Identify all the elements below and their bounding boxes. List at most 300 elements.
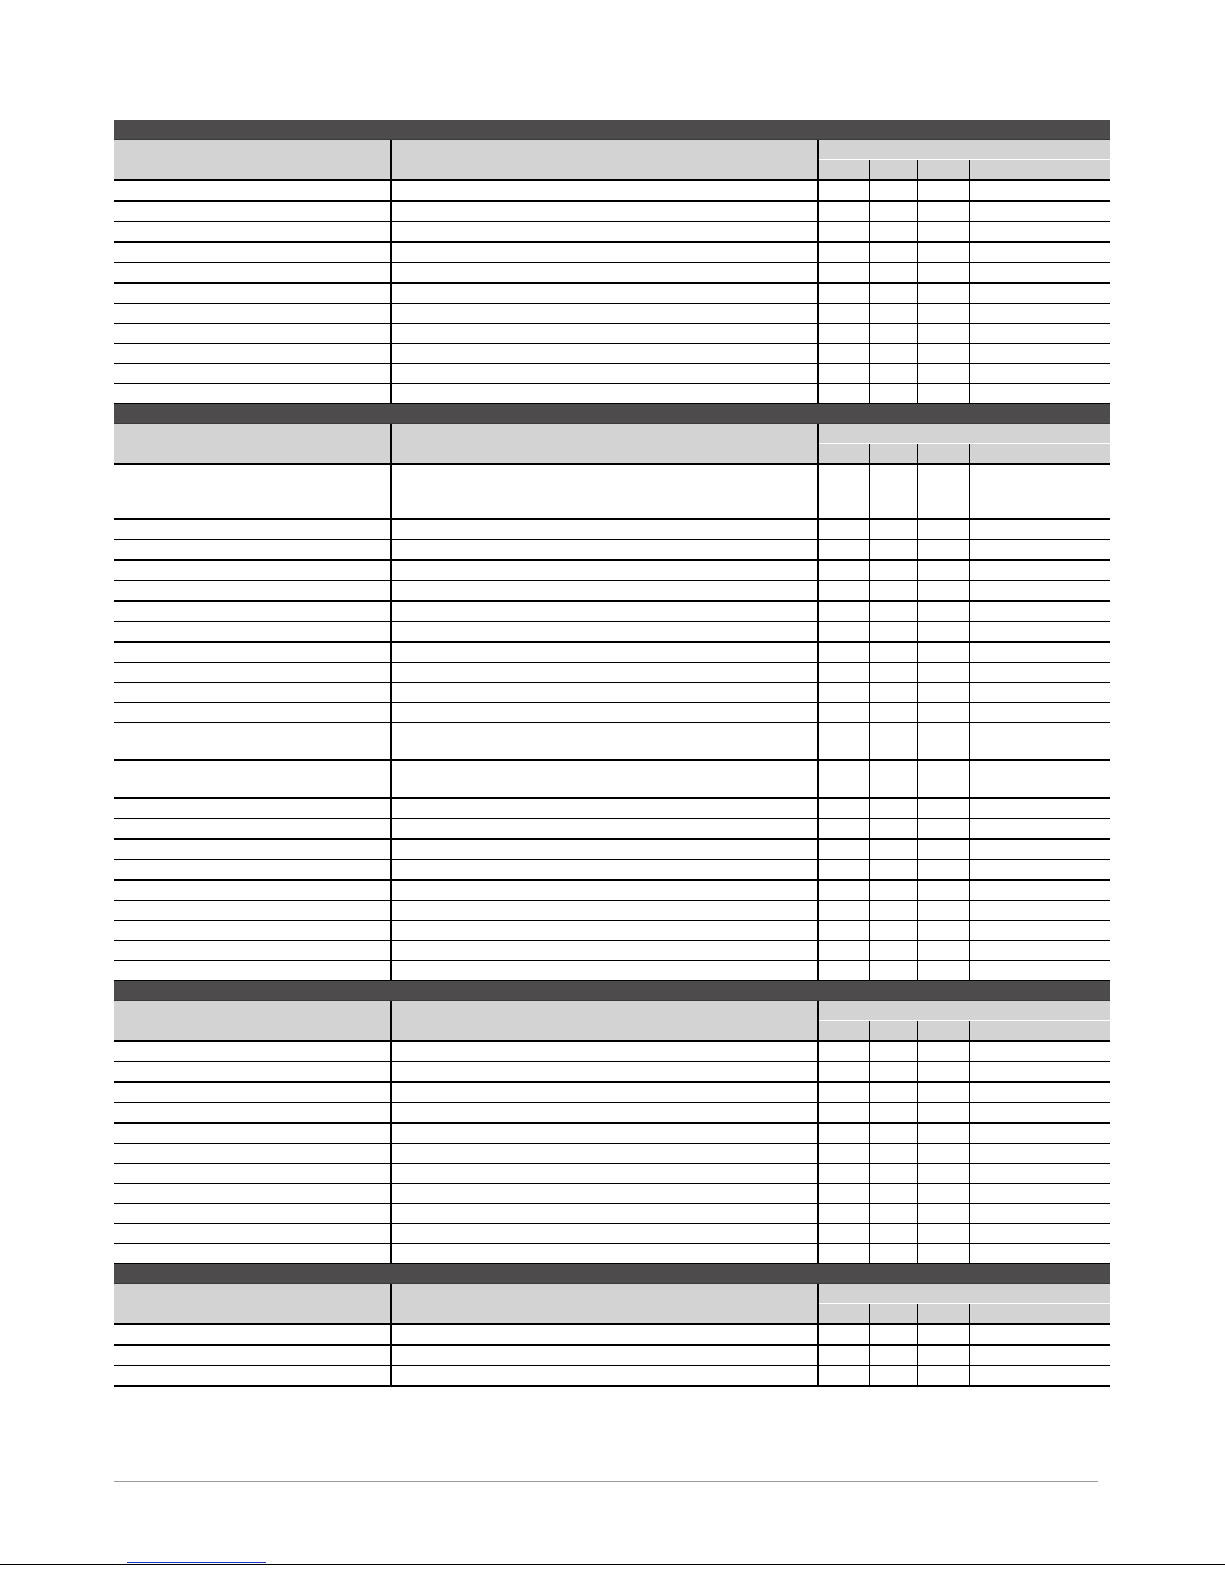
- description-cell: [391, 1041, 818, 1062]
- footer-divider: [114, 1481, 1098, 1482]
- value-cell-d: [969, 324, 1110, 344]
- value-cell-c: [917, 263, 969, 284]
- description-cell: [391, 921, 818, 941]
- value-cell-c: [917, 723, 969, 761]
- value-cell-c: [917, 1224, 969, 1244]
- description-cell: [391, 961, 818, 981]
- value-cell-a: [818, 581, 869, 602]
- description-cell: [391, 860, 818, 881]
- value-cell-d: [969, 1041, 1110, 1062]
- value-cell-d: [969, 384, 1110, 404]
- value-cell-b: [869, 1164, 917, 1184]
- table-row: [114, 1324, 1110, 1345]
- table-row: [114, 961, 1110, 981]
- value-cell-c: [917, 1366, 969, 1387]
- value-cell-b: [869, 901, 917, 921]
- value-cell-c: [917, 901, 969, 921]
- table-row: [114, 464, 1110, 519]
- value-cell-c: [917, 1164, 969, 1184]
- value-cell-b: [869, 222, 917, 243]
- description-cell: [391, 760, 818, 798]
- sub-column-header-a: [818, 444, 869, 465]
- value-cell-d: [969, 1204, 1110, 1224]
- description-cell: [391, 1366, 818, 1387]
- value-cell-a: [818, 222, 869, 243]
- value-cell-b: [869, 1041, 917, 1062]
- value-cell-c: [917, 642, 969, 663]
- description-cell: [391, 384, 818, 404]
- item-cell: [114, 601, 391, 622]
- sub-column-header-c: [917, 1304, 969, 1325]
- value-cell-c: [917, 242, 969, 263]
- value-cell-b: [869, 760, 917, 798]
- description-cell: [391, 622, 818, 643]
- value-cell-a: [818, 304, 869, 324]
- value-cell-b: [869, 201, 917, 222]
- value-cell-c: [917, 961, 969, 981]
- description-cell: [391, 242, 818, 263]
- value-cell-a: [818, 1123, 869, 1144]
- table-row: [114, 860, 1110, 881]
- item-column-header: [114, 140, 391, 180]
- item-cell: [114, 304, 391, 324]
- description-cell: [391, 941, 818, 961]
- item-cell: [114, 581, 391, 602]
- value-cell-c: [917, 344, 969, 364]
- value-cell-c: [917, 540, 969, 561]
- value-cell-b: [869, 519, 917, 540]
- table-row: [114, 384, 1110, 404]
- description-cell: [391, 601, 818, 622]
- item-column-header: [114, 1284, 391, 1324]
- value-cell-d: [969, 540, 1110, 561]
- item-cell: [114, 839, 391, 860]
- table-row: [114, 921, 1110, 941]
- table-row: [114, 1224, 1110, 1244]
- table-row: [114, 283, 1110, 304]
- description-cell: [391, 880, 818, 901]
- value-cell-b: [869, 1345, 917, 1366]
- value-cell-a: [818, 839, 869, 860]
- item-cell: [114, 344, 391, 364]
- sub-column-header-d: [969, 1021, 1110, 1042]
- value-cell-d: [969, 1164, 1110, 1184]
- description-cell: [391, 1204, 818, 1224]
- value-cell-d: [969, 860, 1110, 881]
- table-row: [114, 560, 1110, 581]
- value-cell-c: [917, 663, 969, 683]
- value-cell-a: [818, 201, 869, 222]
- value-cell-a: [818, 540, 869, 561]
- description-cell: [391, 560, 818, 581]
- description-cell: [391, 703, 818, 723]
- spec-section: [114, 120, 1110, 404]
- sub-column-header-b: [869, 1304, 917, 1325]
- value-cell-c: [917, 1062, 969, 1083]
- sub-column-header-a: [818, 1304, 869, 1325]
- table-row: [114, 1204, 1110, 1224]
- value-cell-d: [969, 283, 1110, 304]
- item-cell: [114, 283, 391, 304]
- value-cell-d: [969, 201, 1110, 222]
- value-cell-d: [969, 880, 1110, 901]
- value-cell-b: [869, 1082, 917, 1103]
- value-cell-a: [818, 1324, 869, 1345]
- table-row: [114, 622, 1110, 643]
- value-cell-a: [818, 901, 869, 921]
- value-cell-d: [969, 1324, 1110, 1345]
- value-cell-c: [917, 1204, 969, 1224]
- value-cell-c: [917, 622, 969, 643]
- value-cell-b: [869, 242, 917, 263]
- sub-column-header-a: [818, 1021, 869, 1042]
- description-cell: [391, 519, 818, 540]
- description-cell: [391, 324, 818, 344]
- value-cell-a: [818, 1103, 869, 1124]
- value-cell-d: [969, 1144, 1110, 1164]
- value-cell-a: [818, 1204, 869, 1224]
- item-cell: [114, 901, 391, 921]
- value-cell-a: [818, 464, 869, 519]
- value-cell-a: [818, 560, 869, 581]
- value-cell-a: [818, 1062, 869, 1083]
- value-cell-c: [917, 1324, 969, 1345]
- item-cell: [114, 1224, 391, 1244]
- item-cell: [114, 683, 391, 703]
- value-cell-c: [917, 880, 969, 901]
- value-cell-a: [818, 941, 869, 961]
- table-row: [114, 683, 1110, 703]
- value-cell-d: [969, 344, 1110, 364]
- group-column-header: [818, 140, 1110, 160]
- description-column-header: [391, 1001, 818, 1041]
- sub-column-header-b: [869, 160, 917, 181]
- item-cell: [114, 819, 391, 840]
- value-cell-b: [869, 703, 917, 723]
- table-row: [114, 304, 1110, 324]
- table-row: [114, 703, 1110, 723]
- value-cell-a: [818, 519, 869, 540]
- value-cell-b: [869, 560, 917, 581]
- value-cell-b: [869, 880, 917, 901]
- value-cell-b: [869, 1224, 917, 1244]
- item-cell: [114, 1324, 391, 1345]
- value-cell-c: [917, 839, 969, 860]
- description-cell: [391, 180, 818, 201]
- value-cell-c: [917, 222, 969, 243]
- value-cell-a: [818, 384, 869, 404]
- table-row: [114, 760, 1110, 798]
- value-cell-c: [917, 1103, 969, 1124]
- table-row: [114, 723, 1110, 761]
- description-cell: [391, 901, 818, 921]
- value-cell-c: [917, 283, 969, 304]
- item-cell: [114, 798, 391, 819]
- value-cell-d: [969, 560, 1110, 581]
- value-cell-d: [969, 1244, 1110, 1264]
- description-cell: [391, 642, 818, 663]
- value-cell-d: [969, 1224, 1110, 1244]
- table-row: [114, 1082, 1110, 1103]
- value-cell-b: [869, 1123, 917, 1144]
- table-row: [114, 364, 1110, 384]
- description-cell: [391, 364, 818, 384]
- table-row: [114, 1062, 1110, 1083]
- value-cell-c: [917, 1244, 969, 1264]
- table-row: [114, 1164, 1110, 1184]
- item-cell: [114, 760, 391, 798]
- item-cell: [114, 519, 391, 540]
- sub-column-header-b: [869, 1021, 917, 1042]
- value-cell-c: [917, 201, 969, 222]
- item-cell: [114, 560, 391, 581]
- table-row: [114, 222, 1110, 243]
- value-cell-c: [917, 1123, 969, 1144]
- value-cell-b: [869, 1184, 917, 1204]
- value-cell-b: [869, 344, 917, 364]
- value-cell-a: [818, 324, 869, 344]
- item-cell: [114, 663, 391, 683]
- group-column-header: [818, 1284, 1110, 1304]
- description-cell: [391, 581, 818, 602]
- value-cell-b: [869, 304, 917, 324]
- description-column-header: [391, 140, 818, 180]
- value-cell-a: [818, 880, 869, 901]
- item-cell: [114, 222, 391, 243]
- value-cell-d: [969, 622, 1110, 643]
- value-cell-d: [969, 601, 1110, 622]
- value-cell-a: [818, 683, 869, 703]
- item-cell: [114, 1144, 391, 1164]
- value-cell-b: [869, 283, 917, 304]
- item-cell: [114, 1244, 391, 1264]
- table-row: [114, 201, 1110, 222]
- value-cell-a: [818, 819, 869, 840]
- description-cell: [391, 839, 818, 860]
- value-cell-a: [818, 1224, 869, 1244]
- value-cell-a: [818, 242, 869, 263]
- value-cell-b: [869, 1062, 917, 1083]
- value-cell-c: [917, 1184, 969, 1204]
- value-cell-b: [869, 683, 917, 703]
- value-cell-a: [818, 1244, 869, 1264]
- table-row: [114, 242, 1110, 263]
- item-cell: [114, 642, 391, 663]
- item-cell: [114, 540, 391, 561]
- item-cell: [114, 941, 391, 961]
- value-cell-b: [869, 180, 917, 201]
- section-title-bar: [114, 1264, 1110, 1284]
- value-cell-d: [969, 263, 1110, 284]
- table-row: [114, 540, 1110, 561]
- item-cell: [114, 723, 391, 761]
- description-cell: [391, 1103, 818, 1124]
- group-column-header: [818, 424, 1110, 444]
- description-cell: [391, 683, 818, 703]
- value-cell-d: [969, 723, 1110, 761]
- value-cell-a: [818, 798, 869, 819]
- table-row: [114, 798, 1110, 819]
- sub-column-header-a: [818, 160, 869, 181]
- value-cell-b: [869, 798, 917, 819]
- value-cell-d: [969, 921, 1110, 941]
- item-cell: [114, 1184, 391, 1204]
- item-cell: [114, 1103, 391, 1124]
- item-cell: [114, 464, 391, 519]
- sub-column-header-d: [969, 444, 1110, 465]
- value-cell-b: [869, 1103, 917, 1124]
- description-cell: [391, 222, 818, 243]
- spec-table: [114, 424, 1110, 981]
- value-cell-b: [869, 961, 917, 981]
- value-cell-b: [869, 263, 917, 284]
- table-row: [114, 663, 1110, 683]
- value-cell-c: [917, 364, 969, 384]
- description-cell: [391, 1082, 818, 1103]
- page-bottom-edge: [0, 1564, 1225, 1565]
- value-cell-a: [818, 1164, 869, 1184]
- table-row: [114, 1184, 1110, 1204]
- footer-link[interactable]: [127, 1550, 266, 1563]
- value-cell-c: [917, 798, 969, 819]
- item-cell: [114, 324, 391, 344]
- item-cell: [114, 1062, 391, 1083]
- sub-column-header-c: [917, 444, 969, 465]
- value-cell-b: [869, 384, 917, 404]
- section-title-bar: [114, 981, 1110, 1001]
- item-cell: [114, 961, 391, 981]
- table-row: [114, 642, 1110, 663]
- value-cell-a: [818, 601, 869, 622]
- value-cell-a: [818, 1184, 869, 1204]
- value-cell-d: [969, 642, 1110, 663]
- item-cell: [114, 921, 391, 941]
- value-cell-d: [969, 901, 1110, 921]
- value-cell-b: [869, 663, 917, 683]
- value-cell-c: [917, 464, 969, 519]
- value-cell-c: [917, 703, 969, 723]
- item-cell: [114, 880, 391, 901]
- value-cell-a: [818, 1144, 869, 1164]
- item-cell: [114, 1366, 391, 1387]
- description-cell: [391, 283, 818, 304]
- table-row: [114, 901, 1110, 921]
- description-cell: [391, 201, 818, 222]
- description-cell: [391, 1224, 818, 1244]
- value-cell-a: [818, 180, 869, 201]
- table-row: [114, 601, 1110, 622]
- item-cell: [114, 201, 391, 222]
- description-cell: [391, 464, 818, 519]
- value-cell-d: [969, 242, 1110, 263]
- value-cell-b: [869, 581, 917, 602]
- table-row: [114, 1244, 1110, 1264]
- value-cell-b: [869, 622, 917, 643]
- value-cell-b: [869, 1324, 917, 1345]
- value-cell-a: [818, 860, 869, 881]
- item-cell: [114, 1041, 391, 1062]
- value-cell-b: [869, 324, 917, 344]
- value-cell-b: [869, 1244, 917, 1264]
- value-cell-d: [969, 1062, 1110, 1083]
- description-cell: [391, 344, 818, 364]
- value-cell-a: [818, 703, 869, 723]
- value-cell-b: [869, 464, 917, 519]
- value-cell-a: [818, 663, 869, 683]
- value-cell-d: [969, 364, 1110, 384]
- value-cell-d: [969, 1345, 1110, 1366]
- description-cell: [391, 1144, 818, 1164]
- table-row: [114, 880, 1110, 901]
- sub-column-header-d: [969, 160, 1110, 181]
- item-cell: [114, 1123, 391, 1144]
- value-cell-b: [869, 364, 917, 384]
- value-cell-c: [917, 304, 969, 324]
- value-cell-d: [969, 304, 1110, 324]
- description-cell: [391, 1345, 818, 1366]
- value-cell-d: [969, 519, 1110, 540]
- item-cell: [114, 1345, 391, 1366]
- description-cell: [391, 1062, 818, 1083]
- item-column-header: [114, 424, 391, 464]
- value-cell-c: [917, 384, 969, 404]
- value-cell-a: [818, 961, 869, 981]
- item-cell: [114, 1204, 391, 1224]
- description-cell: [391, 263, 818, 284]
- spec-table: [114, 1001, 1110, 1264]
- value-cell-c: [917, 180, 969, 201]
- table-row: [114, 324, 1110, 344]
- value-cell-d: [969, 222, 1110, 243]
- item-cell: [114, 263, 391, 284]
- spec-table: [114, 140, 1110, 404]
- value-cell-b: [869, 941, 917, 961]
- sub-column-header-d: [969, 1304, 1110, 1325]
- value-cell-c: [917, 1144, 969, 1164]
- group-column-header: [818, 1001, 1110, 1021]
- item-cell: [114, 1082, 391, 1103]
- value-cell-b: [869, 1366, 917, 1387]
- value-cell-a: [818, 760, 869, 798]
- table-row: [114, 344, 1110, 364]
- table-row: [114, 1366, 1110, 1387]
- table-row: [114, 1041, 1110, 1062]
- section-title-bar: [114, 120, 1110, 140]
- value-cell-a: [818, 723, 869, 761]
- value-cell-a: [818, 642, 869, 663]
- table-row: [114, 839, 1110, 860]
- section-title-bar: [114, 404, 1110, 424]
- value-cell-c: [917, 601, 969, 622]
- value-cell-d: [969, 1082, 1110, 1103]
- value-cell-c: [917, 560, 969, 581]
- value-cell-d: [969, 839, 1110, 860]
- value-cell-d: [969, 798, 1110, 819]
- sub-column-header-c: [917, 160, 969, 181]
- description-cell: [391, 663, 818, 683]
- value-cell-a: [818, 364, 869, 384]
- table-row: [114, 1144, 1110, 1164]
- value-cell-a: [818, 1366, 869, 1387]
- spec-table: [114, 1284, 1110, 1387]
- value-cell-c: [917, 1082, 969, 1103]
- value-cell-a: [818, 921, 869, 941]
- value-cell-d: [969, 760, 1110, 798]
- value-cell-d: [969, 1123, 1110, 1144]
- value-cell-b: [869, 860, 917, 881]
- description-cell: [391, 1324, 818, 1345]
- value-cell-b: [869, 642, 917, 663]
